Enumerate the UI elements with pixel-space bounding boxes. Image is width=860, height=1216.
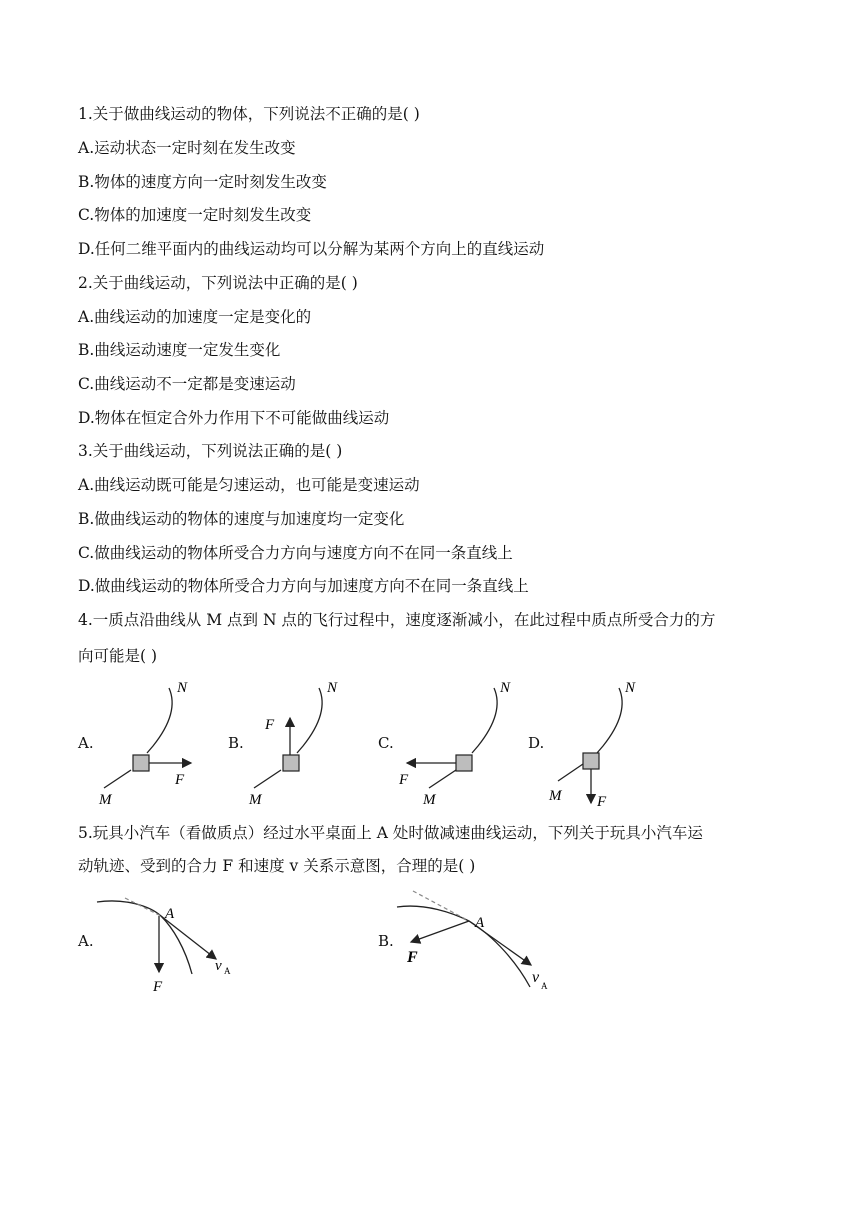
- q3-option-d: D.做曲线运动的物体所受合力方向与加速度方向不在同一条直线上: [78, 577, 529, 595]
- q4-stem-line1: 4.一质点沿曲线从 M 点到 N 点的飞行过程中，速度逐渐减小，在此过程中质点所受合力的方: [78, 611, 716, 629]
- q2-stem: 2.关于曲线运动，下列说法中正确的是( ): [78, 274, 358, 292]
- q4b-n-label: N: [327, 680, 338, 696]
- q5-fig-a-label: A.: [78, 932, 94, 950]
- q3-stem: 3.关于曲线运动，下列说法正确的是( ): [78, 442, 343, 460]
- q5b-v-label: v: [532, 969, 540, 986]
- q4-figure-d: [545, 676, 655, 811]
- q5a-v-label: v: [215, 958, 222, 974]
- q2-option-b: B.曲线运动速度一定发生变化: [78, 341, 281, 359]
- q3-option-a: A.曲线运动既可能是匀速运动，也可能是变速运动: [78, 476, 420, 494]
- q1-option-a: A.运动状态一定时刻在发生改变: [78, 139, 296, 157]
- q4a-m-label: M: [99, 792, 112, 808]
- q4-fig-b-label: B.: [228, 734, 244, 752]
- q1-option-d: D.任何二维平面内的曲线运动均可以分解为某两个方向上的直线运动: [78, 240, 545, 258]
- q5b-a-label: A: [475, 915, 485, 931]
- q4-figure-c: [395, 676, 525, 811]
- q2-option-c: C.曲线运动不一定都是变速运动: [78, 375, 296, 393]
- q4-stem-line2: 向可能是( ): [78, 647, 158, 665]
- q5-figure-b: [395, 885, 570, 1000]
- q4d-m-label: M: [549, 788, 562, 804]
- q4a-n-label: N: [177, 680, 188, 696]
- q4-figure-b: [245, 676, 355, 811]
- q4c-m-label: M: [423, 792, 436, 808]
- q5a-v-subscript: A: [224, 966, 231, 976]
- q5b-f-label: F: [407, 949, 418, 966]
- q4c-f-label: F: [399, 772, 409, 788]
- q4-fig-a-label: A.: [78, 734, 94, 752]
- q4d-n-label: N: [625, 680, 636, 696]
- q1-stem: 1.关于做曲线运动的物体，下列说法不正确的是( ): [78, 105, 420, 123]
- q5a-a-label: A: [165, 906, 175, 922]
- q1-option-b: B.物体的速度方向一定时刻发生改变: [78, 173, 327, 191]
- q4-fig-d-label: D.: [528, 734, 545, 752]
- q2-option-a: A.曲线运动的加速度一定是变化的: [78, 308, 312, 326]
- q5-figure-a: [95, 890, 260, 1000]
- q4b-m-label: M: [249, 792, 262, 808]
- q4d-f-label: F: [597, 794, 607, 810]
- q1-option-c: C.物体的加速度一定时刻发生改变: [78, 206, 312, 224]
- q3-option-c: C.做曲线运动的物体所受合力方向与速度方向不在同一条直线上: [78, 544, 513, 562]
- q3-option-b: B.做曲线运动的物体的速度与加速度均一定变化: [78, 510, 405, 528]
- q5b-v-subscript: A: [541, 981, 548, 991]
- q4c-n-label: N: [500, 680, 511, 696]
- q4b-f-label: F: [265, 717, 275, 733]
- q4a-f-label: F: [175, 772, 185, 788]
- q4-figure-a: [95, 676, 205, 811]
- q4-fig-c-label: C.: [378, 734, 394, 752]
- q5a-f-label: F: [153, 979, 163, 995]
- q5-fig-b-label: B.: [378, 932, 394, 950]
- q5-stem-line1: 5.玩具小汽车（看做质点）经过水平桌面上 A 处时做减速曲线运动，下列关于玩具小汽车运: [78, 824, 703, 842]
- q2-option-d: D.物体在恒定合外力作用下不可能做曲线运动: [78, 409, 390, 427]
- q5-stem-line2: 动轨迹、受到的合力 F 和速度 v 关系示意图，合理的是( ): [78, 857, 476, 875]
